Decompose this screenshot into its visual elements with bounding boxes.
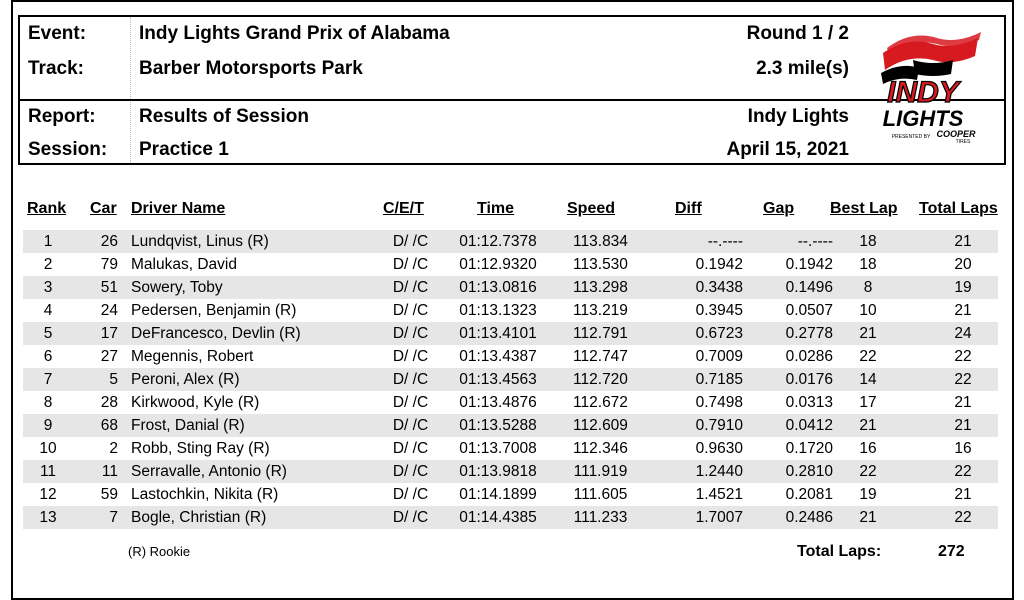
cell-diff: 0.7185 [695,371,743,388]
cell-rank: 4 [43,302,53,319]
col-cet: C/E/T [383,200,424,217]
table-row [23,460,998,483]
report-label: Report: [28,106,96,127]
cell-cet: D/ /C [392,486,429,503]
logo-presented: PRESENTED BY [891,134,931,140]
cell-diff: 0.3945 [695,302,743,319]
table-row [23,253,998,276]
cell-best-lap: 21 [859,417,877,434]
cell-speed: 113.834 [573,233,628,250]
cell-gap: 0.2810 [785,463,833,480]
cell-car: 26 [100,233,118,250]
cell-cet: D/ /C [392,233,429,250]
cell-speed: 112.791 [573,325,628,342]
cell-driver: Frost, Danial (R) [131,417,245,434]
cell-cet: D/ /C [392,325,429,342]
cell-best-lap: 10 [859,302,877,319]
cell-time: 01:13.4563 [459,371,537,388]
cell-car: 24 [100,302,118,319]
cell-speed: 112.720 [573,371,628,388]
logo-sponsor: COOPER [936,129,976,139]
cell-gap: 0.1496 [785,279,833,296]
cell-gap: 0.0176 [785,371,833,388]
cell-best-lap: 19 [859,486,877,503]
table-row [23,483,998,506]
cell-speed: 112.672 [573,394,628,411]
cell-car: 11 [101,463,118,480]
table-row [23,391,998,414]
cell-best-lap: 18 [859,256,877,273]
table-row [23,276,998,299]
cell-speed: 113.298 [573,279,628,296]
cell-car: 79 [100,256,118,273]
cell-total-laps: 16 [954,440,972,457]
table-row [23,506,998,529]
cell-car: 28 [100,394,118,411]
cell-rank: 8 [43,394,53,411]
cell-total-laps: 22 [954,371,972,388]
cell-driver: Robb, Sting Ray (R) [131,440,270,457]
table-row [23,322,998,345]
cell-total-laps: 20 [954,256,972,273]
cell-time: 01:13.5288 [459,417,537,434]
cell-diff: 0.9630 [695,440,743,457]
cell-cet: D/ /C [392,394,429,411]
cell-diff: 0.1942 [695,256,743,273]
cell-speed: 112.747 [573,348,628,365]
cell-car: 51 [100,279,118,296]
cell-best-lap: 21 [859,509,877,526]
table-row [23,299,998,322]
cell-time: 01:13.4101 [459,325,537,342]
session-label: Session: [28,139,108,160]
cell-diff: 1.7007 [695,509,743,526]
col-gap: Gap [763,200,795,217]
cell-total-laps: 22 [954,509,972,526]
cell-rank: 3 [43,279,53,296]
cell-gap: 0.0313 [785,394,833,411]
cell-total-laps: 21 [954,233,972,250]
cell-best-lap: 16 [859,440,877,457]
cell-gap: --.---- [797,233,833,250]
logo-line1: INDY [887,76,959,109]
cell-diff: --.---- [707,233,743,250]
cell-diff: 1.2440 [695,463,743,480]
col-rank: Rank [27,200,67,217]
round-value: Round 1 / 2 [746,23,849,44]
cell-rank: 7 [43,371,53,388]
report-value: Results of Session [139,106,309,127]
cell-speed: 112.346 [573,440,628,457]
results-table [23,230,998,529]
cell-gap: 0.0286 [785,348,833,365]
cell-car: 17 [100,325,118,342]
cell-diff: 0.7009 [695,348,743,365]
cell-diff: 0.7910 [695,417,743,434]
table-row [23,345,998,368]
total-laps-value: 272 [938,543,965,560]
logo-sponsor-sub: TIRES [955,139,971,143]
cell-rank: 1 [43,233,53,250]
date-value: April 15, 2021 [726,139,849,160]
cell-gap: 0.0507 [785,302,833,319]
event-label: Event: [28,23,87,44]
table-row [23,437,998,460]
cell-diff: 1.4521 [695,486,743,503]
col-speed: Speed [567,200,616,217]
cell-cet: D/ /C [392,463,429,480]
cell-speed: 113.530 [573,256,628,273]
indy-lights-logo [853,18,993,143]
distance-value: 2.3 mile(s) [756,58,849,79]
cell-driver: Malukas, David [131,256,237,273]
cell-time: 01:13.0816 [459,279,537,296]
col-time: Time [477,200,515,217]
cell-speed: 111.919 [573,463,628,480]
cell-time: 01:12.7378 [459,233,537,250]
col-best-lap: Best Lap [830,200,898,217]
cell-best-lap: 17 [859,394,877,411]
cell-diff: 0.3438 [695,279,743,296]
table-row [23,230,998,253]
cell-total-laps: 21 [954,302,972,319]
cell-best-lap: 18 [859,233,877,250]
cell-cet: D/ /C [392,440,429,457]
cell-speed: 113.219 [573,302,628,319]
table-row [23,414,998,437]
cell-cet: D/ /C [392,417,429,434]
cell-driver: Peroni, Alex (R) [131,371,240,388]
cell-driver: Serravalle, Antonio (R) [131,463,287,480]
cell-time: 01:14.1899 [459,486,537,503]
cell-total-laps: 21 [954,417,972,434]
cell-time: 01:13.1323 [459,302,537,319]
cell-driver: Lastochkin, Nikita (R) [131,486,279,503]
series-value: Indy Lights [747,106,849,127]
cell-time: 01:14.4385 [459,509,537,526]
cell-speed: 111.605 [573,486,628,503]
cell-car: 27 [100,348,118,365]
cell-rank: 5 [43,325,53,342]
event-value: Indy Lights Grand Prix of Alabama [139,23,450,44]
cell-car: 59 [100,486,118,503]
cell-gap: 0.2486 [785,509,833,526]
cell-speed: 112.609 [573,417,628,434]
cell-rank: 13 [39,509,57,526]
cell-rank: 12 [39,486,57,503]
cell-diff: 0.7498 [695,394,743,411]
cell-total-laps: 22 [954,348,972,365]
cell-driver: DeFrancesco, Devlin (R) [131,325,301,342]
cell-cet: D/ /C [392,509,429,526]
cell-best-lap: 14 [859,371,877,388]
col-car: Car [90,200,117,217]
cell-time: 01:13.4387 [459,348,537,365]
cell-total-laps: 19 [954,279,972,296]
cell-driver: Lundqvist, Linus (R) [131,233,269,250]
cell-time: 01:13.7008 [459,440,537,457]
rookie-note: (R) Rookie [128,544,191,559]
cell-diff: 0.6723 [695,325,743,342]
cell-cet: D/ /C [392,279,429,296]
header-divider [130,17,131,163]
cell-car: 2 [109,440,118,457]
cell-driver: Sowery, Toby [131,279,223,296]
cell-car: 68 [100,417,118,434]
col-driver: Driver Name [131,200,226,217]
table-row [23,368,998,391]
cell-best-lap: 22 [859,463,877,480]
cell-gap: 0.1720 [785,440,833,457]
cell-rank: 10 [39,440,57,457]
session-value: Practice 1 [139,139,229,160]
cell-best-lap: 22 [859,348,877,365]
col-diff: Diff [675,200,702,217]
cell-cet: D/ /C [392,371,429,388]
cell-driver: Bogle, Christian (R) [131,509,267,526]
logo-line2: LIGHTS [882,106,964,131]
cell-car: 7 [109,509,118,526]
cell-speed: 111.233 [573,509,628,526]
cell-time: 01:12.9320 [459,256,537,273]
cell-car: 5 [109,371,118,388]
col-total-laps: Total Laps [919,200,998,217]
cell-driver: Pedersen, Benjamin (R) [131,302,297,319]
cell-cet: D/ /C [392,348,429,365]
cell-best-lap: 21 [859,325,877,342]
cell-rank: 6 [43,348,53,365]
cell-time: 01:13.4876 [459,394,537,411]
cell-total-laps: 21 [954,486,972,503]
cell-total-laps: 24 [954,325,972,342]
cell-total-laps: 22 [954,463,972,480]
cell-driver: Megennis, Robert [131,348,254,365]
cell-cet: D/ /C [392,302,429,319]
cell-gap: 0.2081 [785,486,833,503]
cell-driver: Kirkwood, Kyle (R) [131,394,260,411]
cell-best-lap: 8 [863,279,873,296]
cell-rank: 9 [43,417,53,434]
track-label: Track: [28,58,84,79]
cell-rank: 2 [43,256,53,273]
cell-gap: 0.0412 [785,417,833,434]
cell-gap: 0.2778 [785,325,833,342]
cell-gap: 0.1942 [785,256,833,273]
cell-cet: D/ /C [392,256,429,273]
cell-time: 01:13.9818 [459,463,537,480]
cell-rank: 11 [39,463,57,480]
track-value: Barber Motorsports Park [139,58,363,79]
cell-total-laps: 21 [954,394,972,411]
total-laps-label: Total Laps: [797,543,882,560]
